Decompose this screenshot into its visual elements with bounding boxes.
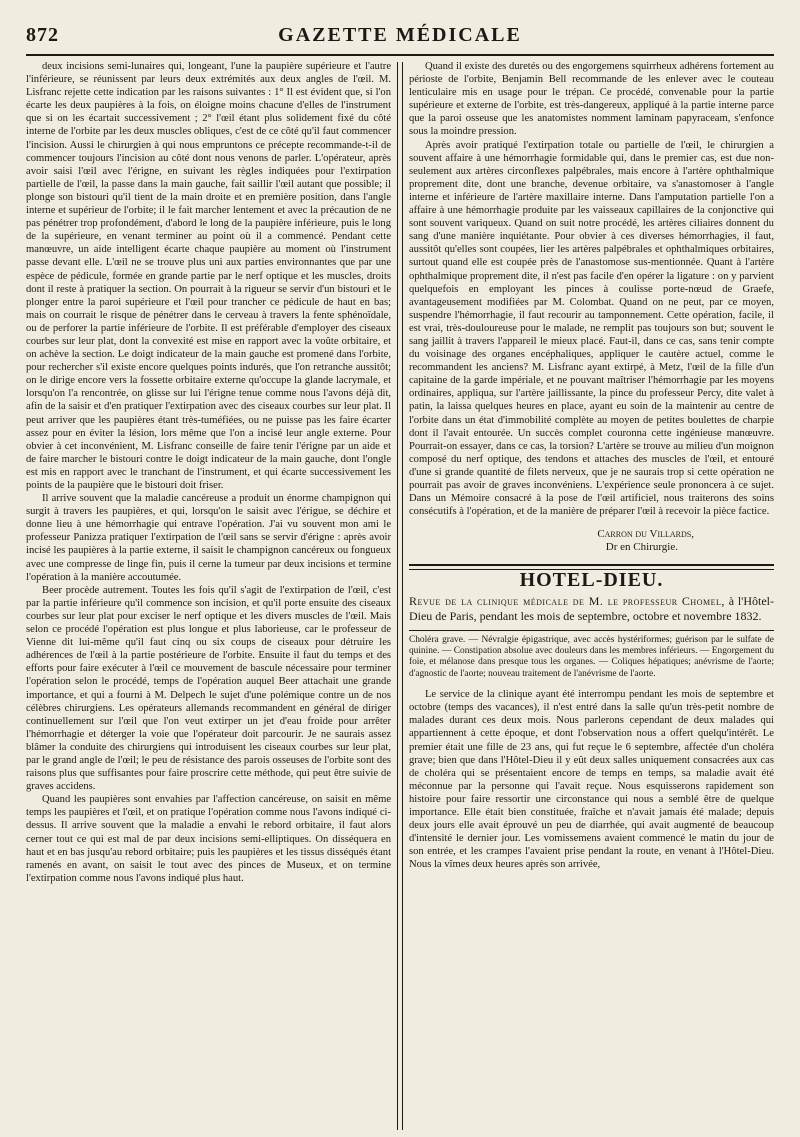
page-header [26, 18, 774, 56]
author-signature: Carron du Villards, [597, 528, 694, 541]
paragraph: Quand il existe des duretés ou des engorgemens squirrheux adhérens fortement au périoste de l'orbite, Benjamin Bell recommande de les enlever avec le couteau lenticulaire mis en usage pour le trépan. Ce procédé, convenable pour la partie supérieure et externe de l'orbite, est très-dangereux, appliqué à la partie interne parce que la paroi osseuse que les anatomistes nomment laminam papyraceam, s'enfonce sous la moindre pression. [408, 61, 774, 138]
subtitle-caps: Revue de la clinique médicale de M. le professeur Chomel, [408, 593, 725, 608]
section-summary: Choléra grave. — Névralgie épigastrique, avec accès hystériformes; guérison par le sulfate de quinine. — Constipation absolue avec douleurs dans les membres inférieurs. — Engorgement du foie, et mélanose dans presque tous les organes. — Coliques hépatiques; anévrisme de l'aorte; d'agnostic de l'aorte; nouveau traitement de l'anévrisme de l'aorte. [409, 630, 774, 681]
section-body: Le service de la clinique ayant été interrompu pendant les mois de septembre et octobre (temps des vacances), il n'est entré dans la salle qu'un très-petit nombre de malades durant ces deux mois. Nous parlerons cependant de deux malades qui appartiennent à cette époque, et dont l'observation nous a offert quelqu'intérêt. Le premier était une fille de 23 ans, qui fut reçue le 6 septembre, affectée d'un choléra grave; bien que dans l'Hôtel-Dieu il y eût deux salles uniquement consacrées aux cas de choléra qui se présentaient encore de temps en temps, sa maladie avait été méconnue par la personne qui l'avait reçue. Nous esquisserons rapidement son histoire pour faire ressortir une circonstance qui nous a semblé être de quelque importance. Elle était bien constituée, fraîche et n'avait jamais été malade; depuis deux jours elle avait éprouvé un peu de diarrhée, qui avait augmenté de beaucoup d'intensité le dernier jour. Les vomissemens avaient commencé le matin du jour de son entrée, et les crampes l'avaient prise pendant la route, en venant à l'Hôtel-Dieu. Nous la vîmes deux heures après son arrivée, [408, 689, 774, 871]
section-title: HOTEL-DIEU. [519, 569, 664, 592]
paragraph: Quand les paupières sont envahies par l'affection cancéreuse, on saisit en même temps les paupières et l'œil, et on pratique l'opération comme nous l'avons indiqué ci-dessus. Il arrive souvent que la maladie a envahi le rebord orbitaire, il faut alors cerner tout ce qui est mal de par deux incisions semi-elliptiques. On disséquera en haut et en bas jusqu'au rebord orbitaire; puis les paupières et les tissus disséqués étant ramenés en avant, on saisit le tout avec des pinces de Museux, et on termine l'extirpation comme nous l'avons indiqué plus haut. [26, 794, 392, 884]
text-columns [26, 60, 774, 1130]
left-column [26, 60, 397, 1130]
paragraph: Après avoir pratiqué l'extirpation totale ou partielle de l'œil, le chirurgien a souvent affaire à une hémorrhagie formidable qui, dans le premier cas, est due non-seulement aux artères circonflexes palpébrales, mais encore à l'artère ophthalmique proprement dite, dont une branche, devenue orbitaire, va s'anastomoser à l'angle interne et inférieure de l'artère maxillaire interne. Dans l'amputation partielle l'on a affaire à une hémorrhagie produite par les vaisseaux capillaires de la conjonctive qui sont souvent variqueux. Quand on suit notre procédé, les artères ciliaires donnent du sang d'une manière inquiétante. Pour obvier à ces diverses hémorrhagies, il faut, aussitôt qu'elles sont coupées, lier les artères palpébrales et ophthalmiques orbitaires, surtout quand elle est coupée près de l'anastomose sus-mentionnée. Quant à l'artère ophthalmique proprement dite, il n'est pas facile d'en opérer la ligature : on y parvient quelquefois en employant les pinces à coulisse porte-nœud de Graefe, avantageusement modifiées par M. Colombat. Quand on ne peut, par ce moyen, suspendre l'hémorrhagie, il faut recourir au tamponnement. Cette opération, facile, il est vrai, très-douloureuse pour le malade, ne remplit pas toujours son but; souvent le sang jaillit à travers l'appareil le mieux placé. Faut-il, dans ce cas, sans tenir compte du voisinage des organes encéphaliques, appliquer le cautère actuel, comme le recommandent les anciens? M. Lisfranc ayant extirpé, à Metz, l'œil de la fille d'un capitaine de la garde impériale, et ne pouvant maîtriser l'hémorrhagie par les moyens ordinaires, appliqua, sur l'artère jaillissante, la pince du professeur Percy, dite valet à patin, la laissa quelques heures en place, ayant eu soin de la maintenir au centre de l'orbite dans un état d'immobilité complète au moyen de petites boulettes de charpie dont il l'avait entourée. Un succès complet couronna cette ingénieuse manœuvre. Pourrait-on essayer, dans ce cas, la torsion? L'artère se trouve au milieu d'un moignon composé du nerf optique, des tendons et attaches des muscles de l'œil, et entouré d'une si grande quantité de filets nerveux, que je ne saurais trop si cette opération ne pourrait pas avoir de graves inconvéniens. L'expérience seule prononcera à ce sujet. Dans un Mémoire consacré à la pose de l'œil artificiel, nous traiterons des soins consécutifs à l'opération, et de la manière de préparer l'œil à recevoir la pièce factice. [408, 139, 774, 518]
section-subtitle [409, 594, 774, 624]
paragraph: Il arrive souvent que la maladie cancéreuse a produit un énorme champignon qui surgit à travers les paupières, et qui, lorsqu'on le saisit avec l'érigue, se déchire et donne lieu à une hémorrhagie qui entrave l'opération. J'ai vu souvent mon ami le professeur Panizza pratiquer l'extirpation de l'œil sans se servir d'érigne : après avoir incisé les paupières à la partie externe, il saisit le champignon cancéreux ou fongueux avec une compresse de linge fin, puis il cerne la tumeur par deux incisions et termine l'opération à la manière accoutumée. [26, 493, 392, 583]
page-number: 872 [26, 24, 59, 46]
paragraph: Beer procède autrement. Toutes les fois qu'il s'agit de l'extirpation de l'œil, c'est par la partie inférieure qu'il commence son incision, et qu'il porte ensuite des ciseaux courbes sur leur plat pour exciser le nerf optique et les divers muscles de l'œil. Mais selon ce procédé l'opération est plus longue et plus laborieuse, car le professeur de Vienne dit lui-même qu'il faut cinq ou six coups de ciseaux pour détruire les adhérences de l'œil à la partie postérieure de l'orbite. Ensuite il faut du temps et des efforts pour faire exécuter à l'œil ce mouvement de bascule nécessaire pour terminer l'opération selon le procédé, temps de l'opération auquel Beer attachait une grande importance, et qui a fourni à M. Delpech le sujet d'une polémique contre un de nos célèbres chirurgiens. Les opérateurs allemands recommandent en général de diriger continuellement sur l'œil que l'on veut extirper un jet d'eau froide pour arrêter l'hémorrhagie et déterger la voie que l'opérateur doit parcourir. Je ne saurais assez blâmer la conduite des chirurgiens qui introduisent les ciseaux courbes sur leur plat, par le grand angle de l'œil; le peu de résistance des parois osseuses de l'orbite sont des raisons plus que suffisantes pour faire proscrire cette méthode, qui peut être suivie de graves accidens. [26, 584, 392, 793]
paragraph: deux incisions semi-lunaires qui, longeant, l'une la paupière supérieure et l'autre l'inférieure, se réunissent par leurs deux extrémités aux deux angles de l'œil. M. Lisfranc rejette cette indication par les raisons suivantes : 1° Il est évident que, si l'on écarte les deux paupières à la fois, on éloigne moins chacune d'elles de l'instrument que si on les écartait successivement ; 2° l'œil étant plus solidement fixé du côté interne de l'orbite par les deux muscles obliques, c'est de ce côté qu'il faut commencer l'incision. Aussi le chirurgien à qui nous empruntons ce précepte recommande-t-il de commencer toujours l'incision au côté dont nous venons de parler. L'opérateur, après avoir saisi l'œil avec l'érigne, en suivant les règles indiquées pour l'extirpation partielle de l'œil, la passe dans la main gauche, fait saillir l'œil autant que possible; il plonge son bistouri qu'il tient de la main droite et en première position, dans l'angle interne et supérieur de l'orbite; il le fait marcher lentement et avec la précaution de ne pas pénétrer trop profondément, d'abord le long de la paupière inférieure, puis le long de la supérieure, en venant terminer au point où il a commencé. Pendant cette manœuvre, un aide intelligent écarte chaque paupière au moment où l'instrument passe devant elle. L'œil ne se trouve plus uni aux parties environnantes que par une espèce de pédicule, formée en grande partie par le nerf optique et les muscles, droits dont il reste à pratiquer la section. On pourrait à la rigueur se servir d'un bistouri et le plonger entre la paroi supérieure et l'œil pour trancher ce pédicule de haut en bas; mais on courrait le risque de pénétrer dans le cerveau à travers la fente sphénoïdale, ou de perforer la partie inférieure de l'orbite. Il est préférable d'employer des ciseaux courbes sur leur plat, dont la convexité est mise en rapport avec la voûte orbitaire, et on achève la section. Le doigt indicateur de la main gauche est promené dans l'orbite, pour rechercher s'il existe encore quelques points indurés, que l'on retranche aussitôt; on le dirige encore vers la fossette orbitaire externe qu'occupe la glande lacrymale, et lorsqu'on l'a rencontrée, on glisse sur lui l'érigne tenue comme nous l'avons déjà dit, afin de la saisir et d'en pratiquer l'extirpation avec des ciseaux courbes sur leur plat. Il peut arriver que les paupières étant très-tuméfiées, ou ne puisse pas les faire écarter assez pour en éviter la lésion, lors même que l'on a incisé leur angle externe. Pour obvier à cet inconvénient, M. Lisfranc conseille de faire tenir l'érigne par un aide et de faire marcher le bistouri contre le doigt indicateur de la main gauche, dont l'ongle est mis en rapport avec le tranchant de l'instrument, et qui écarte successivement les points de la paupière que le bistouri doit friser. [26, 61, 392, 491]
subtitle-rest: à l'Hôtel-Dieu de Paris, pendant les mois de septembre, octobre et novembre 1832. [408, 593, 774, 623]
author-title: Dr en Chirurgie. [605, 541, 678, 554]
right-column [403, 60, 774, 1130]
journal-title: GAZETTE MÉDICALE [278, 24, 522, 46]
